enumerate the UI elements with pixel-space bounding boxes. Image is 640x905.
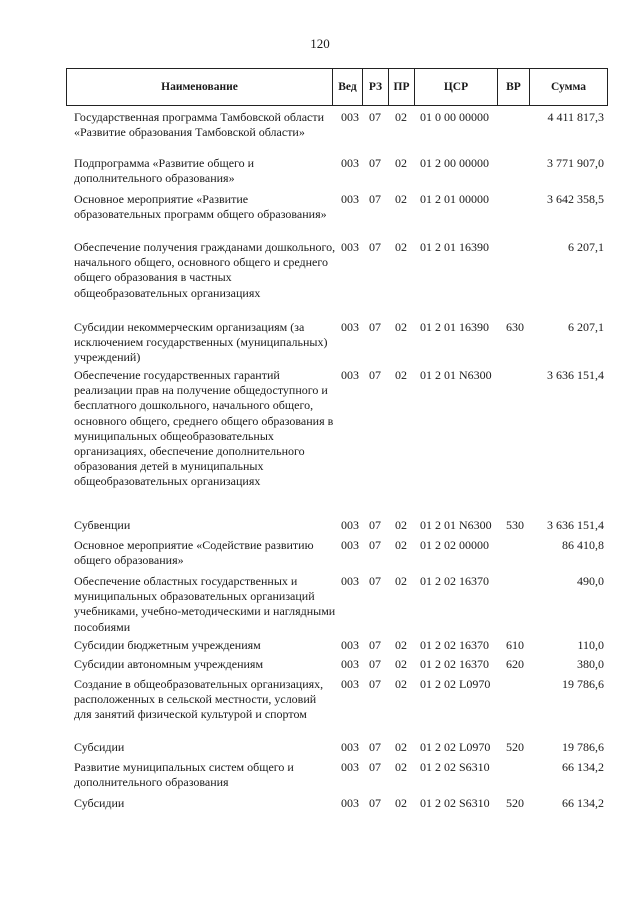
- row-ved: 003: [341, 740, 359, 754]
- row-ved: 003: [341, 657, 359, 671]
- row-sum: 19 786,6: [562, 740, 604, 754]
- row-rz: 07: [369, 796, 381, 810]
- row-ved: 003: [341, 796, 359, 810]
- row-name: Обеспечение областных государственных и муниципальных образовательных организаций учебниками, учебно-методическими и наглядными пособиями: [74, 574, 336, 634]
- row-name: Субсидии бюджетным учреждениям: [74, 638, 261, 652]
- row-vr: 620: [506, 657, 524, 671]
- row-name: Государственная программа Тамбовской области «Развитие образования Тамбовской области»: [74, 110, 325, 140]
- row-rz: 07: [369, 320, 381, 334]
- header-rz: РЗ: [363, 69, 389, 105]
- page-number: 120: [310, 36, 330, 51]
- row-csr: 01 2 02 L0970: [420, 740, 491, 754]
- row-rz: 07: [369, 192, 381, 206]
- row-pr: 02: [395, 796, 407, 810]
- row-pr: 02: [395, 192, 407, 206]
- row-rz: 07: [369, 657, 381, 671]
- row-rz: 07: [369, 740, 381, 754]
- row-csr: 01 2 01 16390: [420, 320, 489, 334]
- row-sum: 66 134,2: [562, 760, 604, 774]
- row-rz: 07: [369, 638, 381, 652]
- row-rz: 07: [369, 368, 381, 382]
- row-sum: 6 207,1: [568, 240, 604, 254]
- row-rz: 07: [369, 518, 381, 532]
- row-pr: 02: [395, 156, 407, 170]
- row-vr: 520: [506, 740, 524, 754]
- row-csr: 01 2 01 16390: [420, 240, 489, 254]
- row-pr: 02: [395, 574, 407, 588]
- row-ved: 003: [341, 760, 359, 774]
- row-name: Обеспечение государственных гарантий реализации прав на получение общедоступного и бесплатного дошкольного, начального общего, основного общего, среднего общего образования в муниципальных общеобразовательных организациях, обеспечение дополнительного образования детей в муниципальных общеобразовательных организациях: [74, 368, 334, 489]
- row-rz: 07: [369, 240, 381, 254]
- row-sum: 3 636 151,4: [547, 368, 604, 382]
- row-rz: 07: [369, 156, 381, 170]
- row-ved: 003: [341, 156, 359, 170]
- row-sum: 110,0: [577, 638, 604, 652]
- row-name: Субвенции: [74, 518, 131, 532]
- row-name: Развитие муниципальных систем общего и дополнительного образования: [74, 760, 294, 790]
- row-ved: 003: [341, 110, 359, 124]
- header-ved: Вед: [333, 69, 363, 105]
- row-csr: 01 2 01 00000: [420, 192, 489, 206]
- row-sum: 19 786,6: [562, 677, 604, 691]
- row-name: Обеспечение получения гражданами дошкольного, начального общего, основного общего и среднего общего образования в частных общеобразовательных организациях: [74, 240, 336, 300]
- row-csr: 01 0 00 00000: [420, 110, 489, 124]
- row-sum: 3 642 358,5: [547, 192, 604, 206]
- row-sum: 3 636 151,4: [547, 518, 604, 532]
- row-name: Субсидии: [74, 740, 125, 754]
- row-name: Субсидии некоммерческим организациям (за исключением государственных (муниципальных) учреждений): [74, 320, 328, 365]
- header-csr: ЦСР: [415, 69, 498, 105]
- row-csr: 01 2 02 S6310: [420, 796, 490, 810]
- row-rz: 07: [369, 110, 381, 124]
- row-csr: 01 2 01 N6300: [420, 518, 492, 532]
- row-rz: 07: [369, 677, 381, 691]
- row-pr: 02: [395, 368, 407, 382]
- row-name: Субсидии: [74, 796, 125, 810]
- row-csr: 01 2 02 00000: [420, 538, 489, 552]
- row-name: Основное мероприятие «Развитие образовательных программ общего образования»: [74, 192, 327, 222]
- row-ved: 003: [341, 518, 359, 532]
- row-ved: 003: [341, 638, 359, 652]
- row-rz: 07: [369, 760, 381, 774]
- row-sum: 86 410,8: [562, 538, 604, 552]
- row-pr: 02: [395, 538, 407, 552]
- row-ved: 003: [341, 320, 359, 334]
- row-ved: 003: [341, 240, 359, 254]
- header-pr: ПР: [389, 69, 415, 105]
- row-csr: 01 2 01 N6300: [420, 368, 492, 382]
- row-sum: 4 411 817,3: [547, 110, 604, 124]
- row-rz: 07: [369, 574, 381, 588]
- row-pr: 02: [395, 740, 407, 754]
- row-vr: 630: [506, 320, 524, 334]
- row-ved: 003: [341, 192, 359, 206]
- row-sum: 66 134,2: [562, 796, 604, 810]
- row-ved: 003: [341, 538, 359, 552]
- header-sum: Сумма: [551, 81, 586, 93]
- row-pr: 02: [395, 677, 407, 691]
- row-csr: 01 2 02 16370: [420, 574, 489, 588]
- row-csr: 01 2 00 00000: [420, 156, 489, 170]
- row-pr: 02: [395, 240, 407, 254]
- row-name: Основное мероприятие «Содействие развитию общего образования»: [74, 538, 314, 568]
- row-sum: 380,0: [577, 657, 604, 671]
- header-name: Наименование: [67, 69, 333, 105]
- row-pr: 02: [395, 320, 407, 334]
- row-sum: 3 771 907,0: [547, 156, 604, 170]
- row-csr: 01 2 02 L0970: [420, 677, 491, 691]
- row-pr: 02: [395, 657, 407, 671]
- row-vr: 530: [506, 518, 524, 532]
- row-pr: 02: [395, 760, 407, 774]
- row-csr: 01 2 02 16370: [420, 638, 489, 652]
- row-name: Подпрограмма «Развитие общего и дополнительного образования»: [74, 156, 255, 186]
- row-ved: 003: [341, 368, 359, 382]
- row-pr: 02: [395, 110, 407, 124]
- row-ved: 003: [341, 574, 359, 588]
- header-vr: ВР: [498, 69, 530, 105]
- row-sum: 6 207,1: [568, 320, 604, 334]
- row-name: Субсидии автономным учреждениям: [74, 657, 264, 671]
- row-csr: 01 2 02 S6310: [420, 760, 490, 774]
- row-pr: 02: [395, 638, 407, 652]
- row-vr: 610: [506, 638, 524, 652]
- row-csr: 01 2 02 16370: [420, 657, 489, 671]
- row-pr: 02: [395, 518, 407, 532]
- table-header: [66, 68, 608, 106]
- row-name: Создание в общеобразовательных организациях, расположенных в сельской местности, условий для занятий физической культурой и спортом: [74, 677, 324, 722]
- row-rz: 07: [369, 538, 381, 552]
- row-vr: 520: [506, 796, 524, 810]
- row-sum: 490,0: [577, 574, 604, 588]
- row-ved: 003: [341, 677, 359, 691]
